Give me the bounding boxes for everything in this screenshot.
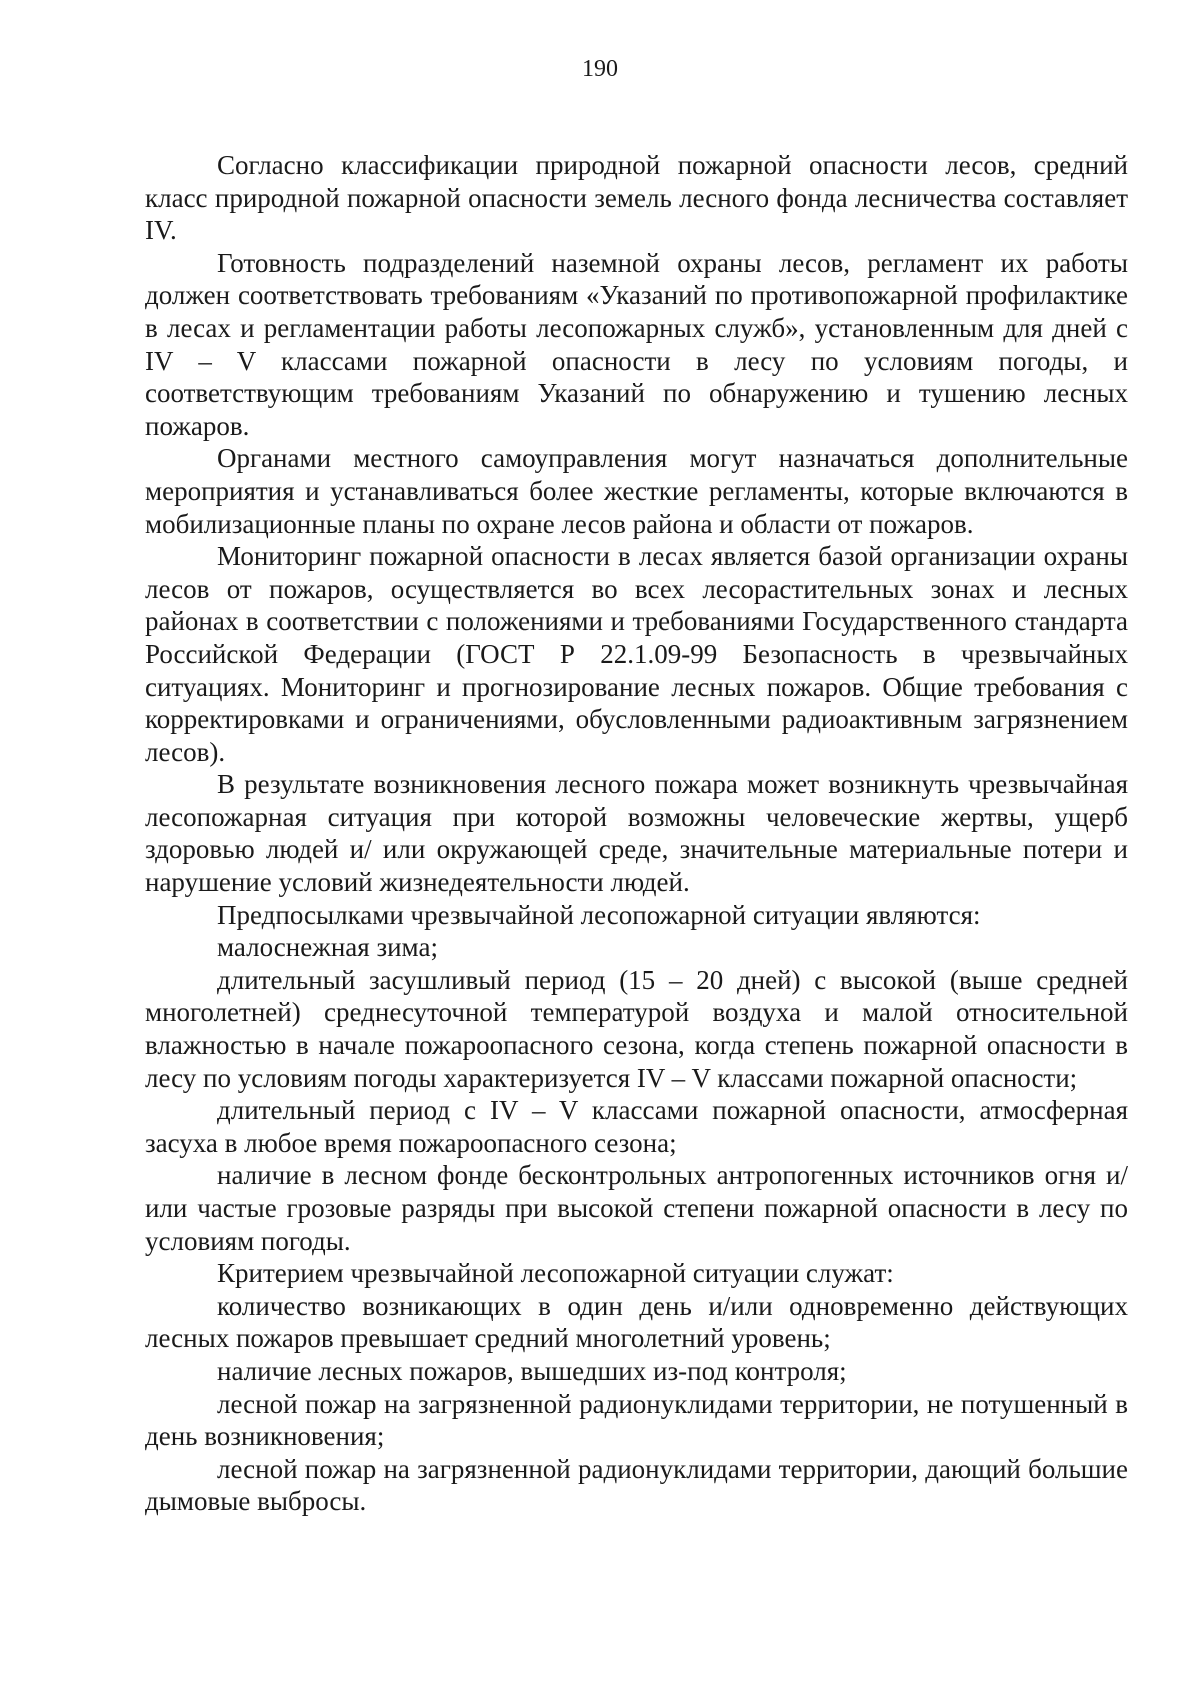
list-item-precondition-long-period: длительный период с IV – V классами пожарной опасности, атмосферная засуха в любое время пожароопасного сезона;	[145, 1095, 1128, 1158]
list-item-precondition-ignition-sources: наличие в лесном фонде бесконтрольных антропогенных источников огня и/или частые грозовые разряды при высокой степени пожарной опасности в лесу по условиям погоды.	[145, 1160, 1128, 1256]
list-item-precondition-drought: длительный засушливый период (15 – 20 дней) с высокой (выше средней многолетней) среднесуточной температурой воздуха и малой относительной влажностью в начале пожароопасного сезона, когда степень пожарной опасности в лесу по условиям погоды характеризуется IV – V классами пожарной опасности;	[145, 964, 1128, 1093]
paragraph-fire-class: Согласно классификации природной пожарной опасности лесов, средний класс природной пожарной опасности земель лесного фонда лесничества составляет IV.	[145, 150, 1128, 246]
paragraph-preconditions-heading: Предпосылками чрезвычайной лесопожарной ситуации являются:	[217, 899, 981, 930]
paragraph-local-authorities: Органами местного самоуправления могут назначаться дополнительные мероприятия и устанавливаться более жесткие регламенты, которые включаются в мобилизационные планы по охране лесов района и области от пожаров.	[145, 443, 1128, 539]
document-body	[145, 149, 1128, 1518]
paragraph-emergency-situation: В результате возникновения лесного пожара может возникнуть чрезвычайная лесопожарная ситуация при которой возможны человеческие жертвы, ущерб здоровью людей и/ или окружающей среде, значительные материальные потери и нарушение условий жизнедеятельности людей.	[145, 769, 1128, 898]
paragraph-criteria-heading: Критерием чрезвычайной лесопожарной ситуации служат:	[217, 1258, 894, 1289]
list-item-criterion-out-of-control: наличие лесных пожаров, вышедших из-под контроля;	[217, 1355, 847, 1386]
list-item-criterion-contaminated-not-extinguished: лесной пожар на загрязненной радионуклидами территории, не потушенный в день возникновения;	[145, 1388, 1128, 1452]
page-number: 190	[582, 56, 618, 82]
list-item-precondition-winter: малоснежная зима;	[217, 932, 438, 963]
paragraph-readiness: Готовность подразделений наземной охраны лесов, регламент их работы должен соответствовать требованиям «Указаний по противопожарной профилактике в лесах и регламентации работы лесопожарных служб», установленным для дней с IV – V классами пожарной опасности в лесу по условиям погоды, и соответствующим требованиям Указаний по обнаружению и тушению лесных пожаров.	[145, 247, 1128, 441]
list-item-criterion-contaminated-smoke: лесной пожар на загрязненной радионуклидами территории, дающий большие дымовые выбросы.	[145, 1453, 1128, 1517]
paragraph-monitoring: Мониторинг пожарной опасности в лесах является базой организации охраны лесов от пожаров, осуществляется во всех лесорастительных зонах и лесных районах в соответствии с положениями и требованиями Государственного стандарта Российской Федерации (ГОСТ Р 22.1.09-99 Безопасность в чрезвычайных ситуациях. Мониторинг и прогнозирование лесных пожаров. Общие требования с корректировками и ограничениями, обусловленными радиоактивным загрязнением лесов).	[145, 541, 1128, 767]
list-item-criterion-fire-count: количество возникающих в один день и/или одновременно действующих лесных пожаров превышает средний многолетний уровень;	[145, 1290, 1128, 1354]
